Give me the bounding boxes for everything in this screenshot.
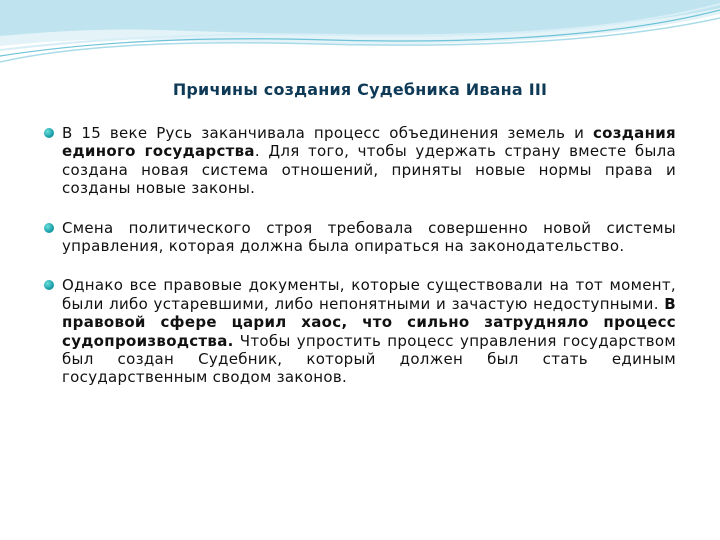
header-wave-decoration (0, 0, 720, 90)
bullet-item (42, 276, 676, 386)
bullet-list (42, 124, 676, 387)
bullet-point-icon (44, 128, 54, 138)
bullet-item (42, 124, 676, 198)
bullet-bold-text: создания единого государства (62, 124, 676, 161)
bullet-point-icon (44, 223, 54, 233)
bullet-text: Однако все правовые документы, которые существовали на тот момент, были либо устаревшими, либо непонятными и зачастую недоступными. (62, 276, 676, 313)
bullet-text: В 15 веке Русь заканчивала процесс объединения земель и (62, 124, 593, 142)
bullet-text: . Для того, чтобы удержать страну вместе была создана новая система отношений, приняты новые нормы права и созданы новые законы. (62, 142, 676, 198)
bullet-text: Чтобы упростить процесс управления государством был создан Судебник, который должен был стать единым государственным сводом законов. (62, 331, 676, 387)
bullet-text: Смена политического строя требовала совершенно новой системы управления, которая должна была опираться на законодательство. (62, 218, 676, 256)
bullet-bold-text: В правовой сфере царил хаос, что сильно затрудняло процесс судопроизводства. (62, 294, 676, 350)
bullet-item (42, 219, 676, 256)
bullet-point-icon (44, 280, 54, 290)
slide-title: Причины создания Судебника Ивана III (172, 80, 548, 99)
